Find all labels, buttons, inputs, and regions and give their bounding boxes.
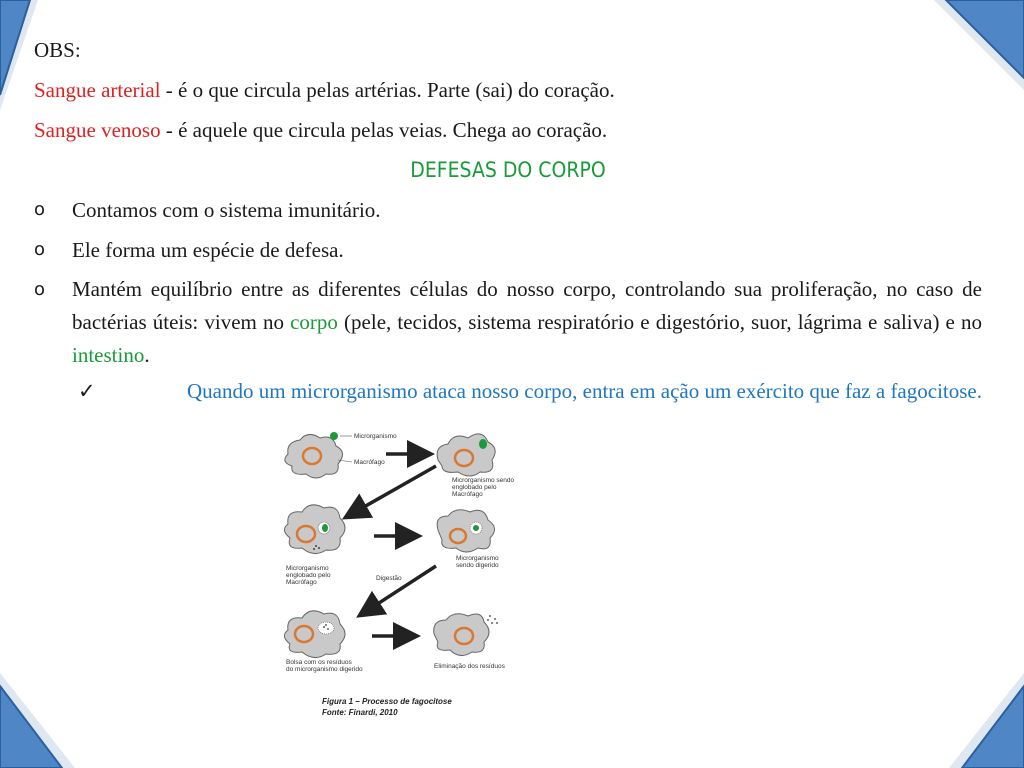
check-text: Quando um microrganismo ataca nosso corpo, entra em ação um exército que faz a fagocitose.	[187, 379, 982, 403]
arterial-definition	[34, 70, 982, 110]
microorganism-dot	[330, 432, 338, 440]
label-englobado-b2: englobado pelo	[286, 572, 331, 579]
arterial-text: - é o que circula pelas artérias. Parte (sai) do coração.	[160, 78, 615, 102]
macrophage-cell-5	[284, 611, 345, 658]
check-item	[34, 372, 982, 408]
label-englobado-2: englobado pelo	[452, 484, 497, 491]
bullet3-part-a: Mantém equilíbrio entre as diferentes células do nosso corpo, controlando sua proliferação, no caso de bactérias úteis: vivem no	[72, 277, 982, 334]
arterial-term: Sangue arterial	[34, 78, 161, 102]
corpo-highlight: corpo	[290, 310, 338, 334]
bullet3-part-e: .	[144, 343, 150, 367]
bullet-text-3	[72, 270, 982, 372]
bullet-text-1: Contamos com o sistema imunitário.	[72, 198, 381, 222]
bullet-item-1	[34, 190, 982, 230]
checkmark-icon: ✓	[78, 379, 96, 403]
phagocytosis-figure	[278, 424, 538, 724]
label-digerido-2: sendo digerido	[456, 562, 499, 569]
label-englobado-1: Microrganismo sendo	[452, 477, 515, 484]
figure-caption: Figura 1 – Processo de fagocitose	[322, 697, 452, 706]
bullet-item-2	[34, 230, 982, 270]
venoso-term: Sangue venoso	[34, 118, 161, 142]
bullet-marker: o	[34, 279, 46, 300]
macrophage-cell-6	[434, 614, 498, 656]
figure-source: Fonte: Finardi, 2010	[322, 708, 398, 717]
macrophage-cell-1	[285, 434, 343, 478]
intestino-highlight: intestino	[72, 343, 145, 367]
obs-label: OBS:	[34, 38, 81, 62]
slide-body	[34, 30, 982, 408]
label-digestao: Digestão	[376, 575, 402, 582]
macrophage-cell-2	[437, 434, 495, 476]
label-englobado-b3: Macrófago	[286, 579, 317, 586]
macrophage-cell-3	[284, 505, 345, 554]
label-bolsa-1: Bolsa com os resíduos	[286, 659, 352, 666]
label-englobado-b1: Microrganismo	[286, 565, 329, 572]
bullet-text-2: Ele forma um espécie de defesa.	[72, 238, 344, 262]
bullet3-part-c: (pele, tecidos, sistema respiratório e digestório, suor, lágrima e saliva) e no	[337, 310, 982, 334]
venoso-text: - é aquele que circula pelas veias. Chega ao coração.	[160, 118, 608, 142]
section-heading: DEFESAS DO CORPO	[410, 158, 606, 182]
venoso-definition	[34, 110, 982, 150]
label-macrofago: Macrófago	[354, 459, 385, 466]
label-digerido-1: Microrganismo	[456, 555, 499, 562]
corner-decoration-bottom-right	[944, 668, 1024, 768]
bullet-marker: o	[34, 199, 46, 220]
label-englobado-3: Macrófago	[452, 491, 483, 498]
label-microrganismo: Microrganismo	[354, 433, 397, 440]
corner-decoration-bottom-left	[0, 668, 80, 768]
macrophage-cell-4	[437, 510, 494, 552]
label-bolsa-2: do microrganismo digerido	[286, 666, 363, 673]
label-eliminacao: Eliminação dos resíduos	[434, 663, 505, 670]
bullet-marker: o	[34, 239, 46, 260]
bullet-item-3	[34, 270, 982, 372]
